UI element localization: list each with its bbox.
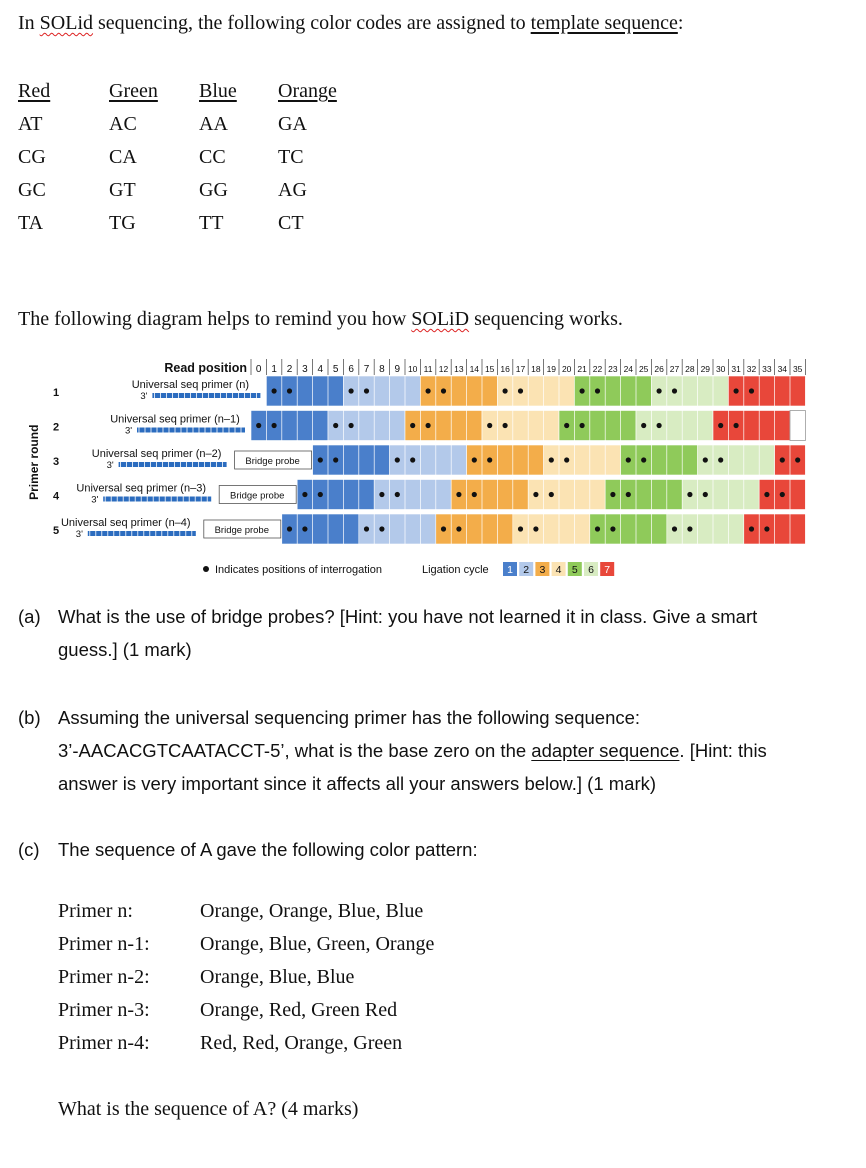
interrogation-dot xyxy=(718,457,723,462)
code-cell: GG xyxy=(199,179,228,201)
interrogation-dot xyxy=(687,526,692,531)
position-number: 34 xyxy=(777,364,788,374)
adapter-sequence-link[interactable]: adapter sequence xyxy=(531,740,680,761)
position-number: 23 xyxy=(608,364,618,374)
primer-round-number: 3 xyxy=(52,456,60,468)
primer-round-number: 1 xyxy=(52,387,60,399)
diagram-intro-text xyxy=(18,308,623,331)
position-number: 29 xyxy=(700,364,711,374)
code-cell: CG xyxy=(18,146,46,168)
code-cell: TG xyxy=(109,212,136,234)
position-number: 11 xyxy=(423,364,433,374)
ligation-cycle-cell xyxy=(682,480,759,510)
interrogation-dot xyxy=(533,492,538,497)
read-position-label: Read position xyxy=(164,361,247,375)
interrogation-dot xyxy=(610,492,615,497)
ligation-cycle-cell xyxy=(528,480,605,510)
column-header: Red xyxy=(18,80,51,102)
position-number: 35 xyxy=(792,364,803,374)
primer-label: Primer n: xyxy=(58,900,133,922)
interrogation-dot xyxy=(626,457,631,462)
interrogation-dot xyxy=(549,457,554,462)
question-text: The sequence of A gave the following color pattern: xyxy=(58,839,478,860)
interrogation-dot xyxy=(410,423,415,428)
interrogation-dot xyxy=(518,388,523,393)
interrogation-dot xyxy=(564,423,569,428)
position-number: 1 xyxy=(271,364,277,375)
interrogation-dot xyxy=(426,388,431,393)
final-question: What is the sequence of A? (4 marks) xyxy=(58,1098,359,1120)
code-cell: CC xyxy=(199,146,226,168)
interrogation-dot xyxy=(595,526,600,531)
interrogation-dot xyxy=(549,492,554,497)
ligation-cycle-cell xyxy=(282,514,359,544)
code-cell: CA xyxy=(109,146,137,168)
code-cell: TT xyxy=(199,212,224,234)
question-text: answer is very important since it affects all your answers below.] (1 mark) xyxy=(58,773,657,794)
primer-colors: Orange, Orange, Blue, Blue xyxy=(200,900,424,922)
code-cell: AC xyxy=(109,113,137,135)
interrogation-dot xyxy=(780,492,785,497)
primer-label: Primer n-2: xyxy=(58,966,150,988)
primer-colors: Orange, Blue, Green, Orange xyxy=(200,933,435,955)
intro-term: SOLid xyxy=(39,12,94,34)
position-number: 5 xyxy=(332,364,339,375)
bridge-probe-label: Bridge probe xyxy=(245,456,300,467)
question-text: Assuming the universal sequencing primer has the following sequence: xyxy=(58,707,641,728)
interrogation-dot xyxy=(734,423,739,428)
diagram-intro-term: SOLiD xyxy=(411,308,470,330)
position-number: 26 xyxy=(654,364,664,374)
primer-label: Primer n-4: xyxy=(58,1032,150,1054)
interrogation-legend: Indicates positions of interrogation xyxy=(215,564,382,576)
color-column-orange xyxy=(278,80,337,245)
ligation-cycle-cell xyxy=(451,480,528,510)
interrogation-dot xyxy=(657,423,662,428)
ligation-cycle-cell xyxy=(698,445,775,475)
ligation-cycle-cell xyxy=(728,376,805,406)
ligation-cycle-cell xyxy=(313,445,390,475)
bridge-probe-label: Bridge probe xyxy=(229,490,285,502)
position-number: 19 xyxy=(546,364,557,374)
interrogation-dot xyxy=(272,423,277,428)
interrogation-dot xyxy=(456,526,461,531)
position-number: 8 xyxy=(379,364,385,375)
code-cell: AA xyxy=(199,113,228,135)
strand-label: 3' xyxy=(125,425,133,437)
ligation-cycle-label: Ligation cycle xyxy=(422,564,489,576)
ligation-cycle-number: 5 xyxy=(571,564,578,576)
ligation-cycle-cell xyxy=(343,376,420,406)
color-column-blue xyxy=(199,80,237,245)
ligation-cycle-cell xyxy=(328,411,405,441)
code-cell: GA xyxy=(278,113,307,135)
position-number: 4 xyxy=(317,364,324,375)
question-c xyxy=(18,833,478,866)
primer-colors: Orange, Blue, Blue xyxy=(200,966,355,988)
question-label: (b) xyxy=(18,707,41,728)
ligation-cycle-cell xyxy=(544,445,621,475)
intro-suffix: : xyxy=(677,12,684,34)
interrogation-dot xyxy=(780,457,785,462)
interrogation-dot xyxy=(472,492,477,497)
interrogation-dot xyxy=(795,457,800,462)
primer-colors: Orange, Red, Green Red xyxy=(200,999,398,1021)
interrogation-dot xyxy=(333,457,338,462)
ligation-cycle-cell xyxy=(621,445,698,475)
ligation-cycle-cell xyxy=(420,376,497,406)
empty-cell xyxy=(790,411,805,441)
interrogation-dot xyxy=(503,423,508,428)
position-number: 18 xyxy=(531,364,541,374)
interrogation-dot xyxy=(318,457,323,462)
ligation-cycle-cell xyxy=(667,514,744,544)
interrogation-dot xyxy=(595,388,600,393)
interrogation-dot xyxy=(687,492,692,497)
code-cell: TC xyxy=(278,146,304,168)
ligation-cycle-cell xyxy=(390,445,467,475)
code-cell: CT xyxy=(278,212,304,234)
position-number: 32 xyxy=(746,364,757,374)
interrogation-dot xyxy=(518,526,523,531)
color-column-red xyxy=(18,80,50,245)
ligation-cycle-cell xyxy=(467,445,544,475)
position-number: 10 xyxy=(407,364,418,374)
position-number: 30 xyxy=(715,364,726,374)
ligation-cycle-cell xyxy=(266,376,343,406)
position-number: 7 xyxy=(363,364,370,375)
interrogation-dot xyxy=(441,388,446,393)
interrogation-dot xyxy=(672,526,677,531)
interrogation-dot xyxy=(287,388,292,393)
ligation-cycle-number: 2 xyxy=(523,564,530,576)
interrogation-dot xyxy=(764,492,769,497)
primer-colors: Red, Red, Orange, Green xyxy=(200,1032,403,1054)
interrogation-dot xyxy=(641,457,646,462)
question-text: 3’-AACACGTCAATACCT-5’, what is the base zero on the xyxy=(58,740,532,761)
position-number: 16 xyxy=(500,364,510,374)
strand-label: 3' xyxy=(75,529,83,540)
code-cell: GT xyxy=(109,179,136,201)
ligation-cycle-cell xyxy=(482,411,559,441)
interrogation-dot xyxy=(349,388,354,393)
position-number: 15 xyxy=(484,364,495,374)
ligation-cycle-cell xyxy=(636,411,713,441)
primer-label: Primer n-3: xyxy=(58,999,150,1021)
interrogation-dot xyxy=(641,423,646,428)
intro-middle: sequencing, the following color codes are assigned to xyxy=(93,12,531,34)
interrogation-dot xyxy=(749,388,754,393)
interrogation-dot xyxy=(626,492,631,497)
column-header: Green xyxy=(109,80,158,102)
primer-label: Universal seq primer (n–3) xyxy=(76,482,207,495)
code-cell: AG xyxy=(278,179,307,201)
code-cell: GC xyxy=(18,179,46,201)
position-number: 25 xyxy=(638,364,649,374)
position-number: 9 xyxy=(394,364,401,375)
position-number: 13 xyxy=(454,364,464,374)
ligation-cycle-number: 7 xyxy=(604,564,611,576)
interrogation-dot xyxy=(256,423,261,428)
interrogation-dot xyxy=(472,457,477,462)
question-b xyxy=(18,701,767,800)
primer-label: Universal seq primer (n–1) xyxy=(110,413,240,426)
interrogation-dot xyxy=(441,526,446,531)
ligation-cycle-cell xyxy=(374,480,451,510)
primer-label: Universal seq primer (n–2) xyxy=(91,448,222,460)
interrogation-dot xyxy=(487,423,492,428)
interrogation-dot xyxy=(379,492,384,497)
interrogation-dot xyxy=(318,492,323,497)
interrogation-dot xyxy=(703,457,708,462)
column-header: Orange xyxy=(278,80,337,102)
ligation-cycle-cell xyxy=(590,514,667,544)
bridge-probe-label: Bridge probe xyxy=(214,525,270,536)
ligation-cycle-cell xyxy=(559,411,636,441)
ligation-cycle-number: 1 xyxy=(507,564,513,576)
interrogation-dot xyxy=(349,423,354,428)
position-number: 3 xyxy=(302,364,308,375)
ligation-cycle-cell xyxy=(251,411,328,441)
ligation-cycle-cell xyxy=(359,514,436,544)
ligation-cycle-number: 3 xyxy=(539,564,546,576)
intro-prefix: In xyxy=(18,12,40,34)
template-sequence-link[interactable]: template sequence xyxy=(530,12,678,34)
diagram-intro-prefix: The following diagram helps to remind you how xyxy=(18,308,412,330)
interrogation-dot xyxy=(503,388,508,393)
interrogation-dot xyxy=(395,492,400,497)
primer-label: Universal seq primer (n) xyxy=(131,379,250,391)
diagram-intro-suffix: sequencing works. xyxy=(469,308,623,330)
interrogation-dot xyxy=(379,526,384,531)
intro-text xyxy=(18,12,683,35)
column-header: Blue xyxy=(199,80,237,102)
primer-round-number: 2 xyxy=(52,421,60,434)
position-number: 2 xyxy=(286,364,293,375)
position-number: 22 xyxy=(592,364,603,374)
interrogation-dot xyxy=(564,457,569,462)
interrogation-dot xyxy=(580,388,585,393)
primer-round-number: 4 xyxy=(52,490,60,503)
position-number: 0 xyxy=(255,364,262,375)
ligation-cycle-cell xyxy=(297,480,374,510)
ligation-cycle-cell xyxy=(497,376,574,406)
interrogation-dot xyxy=(364,526,369,531)
interrogation-dot xyxy=(364,388,369,393)
position-number: 14 xyxy=(469,364,480,374)
color-column-green xyxy=(109,80,158,245)
ligation-cycle-cell xyxy=(436,514,513,544)
interrogation-dot xyxy=(410,457,415,462)
position-number: 27 xyxy=(669,364,680,374)
position-number: 6 xyxy=(348,364,354,375)
interrogation-dot xyxy=(395,457,400,462)
interrogation-dot xyxy=(302,526,307,531)
ligation-cycle-cell xyxy=(405,411,482,441)
ligation-cycle-cell xyxy=(651,376,728,406)
ligation-cycle-cell xyxy=(513,514,590,544)
position-number: 33 xyxy=(762,364,772,374)
interrogation-dot xyxy=(426,423,431,428)
primer-round-number: 5 xyxy=(52,525,60,537)
position-number: 20 xyxy=(561,364,572,374)
interrogation-dot xyxy=(487,457,492,462)
interrogation-dot xyxy=(456,492,461,497)
interrogation-dot xyxy=(703,492,708,497)
ligation-cycle-number: 4 xyxy=(555,564,562,576)
position-number: 17 xyxy=(515,364,526,374)
solid-sequencing-diagram xyxy=(0,352,866,587)
interrogation-dot xyxy=(672,388,677,393)
primer-round-label: Primer round xyxy=(27,424,41,500)
interrogation-dot xyxy=(764,526,769,531)
interrogation-dot xyxy=(272,388,277,393)
ligation-cycle-number: 6 xyxy=(588,564,594,576)
question-text: guess.] (1 mark) xyxy=(58,639,192,660)
strand-label: 3' xyxy=(106,460,114,471)
interrogation-dot xyxy=(734,388,739,393)
primer-label: Primer n-1: xyxy=(58,933,150,955)
code-cell: TA xyxy=(18,212,44,234)
ligation-cycle-cell xyxy=(574,376,651,406)
question-label: (a) xyxy=(18,606,41,627)
question-a xyxy=(18,600,757,666)
strand-label: 3' xyxy=(91,494,99,506)
question-text: . [Hint: this xyxy=(679,740,767,761)
position-number: 21 xyxy=(577,364,587,374)
interrogation-dot xyxy=(302,492,307,497)
grid-layer xyxy=(251,376,805,544)
interrogation-dot xyxy=(657,388,662,393)
code-cell: AT xyxy=(18,113,43,135)
position-number: 12 xyxy=(438,364,449,374)
question-label: (c) xyxy=(18,839,40,860)
ligation-cycle-cell xyxy=(605,480,682,510)
interrogation-dot xyxy=(287,526,292,531)
strand-label: 3' xyxy=(140,391,148,402)
interrogation-dot xyxy=(749,526,754,531)
interrogation-dot xyxy=(333,423,338,428)
primer-label: Universal seq primer (n–4) xyxy=(60,517,191,529)
interrogation-dot xyxy=(533,526,538,531)
position-number: 28 xyxy=(685,364,695,374)
legend-dot xyxy=(203,566,209,572)
question-text: What is the use of bridge probes? [Hint: you have not learned it in class. Give a smart xyxy=(58,606,758,627)
position-number: 31 xyxy=(731,364,741,374)
interrogation-dot xyxy=(718,423,723,428)
interrogation-dot xyxy=(610,526,615,531)
interrogation-dot xyxy=(580,423,585,428)
position-number: 24 xyxy=(623,364,634,374)
